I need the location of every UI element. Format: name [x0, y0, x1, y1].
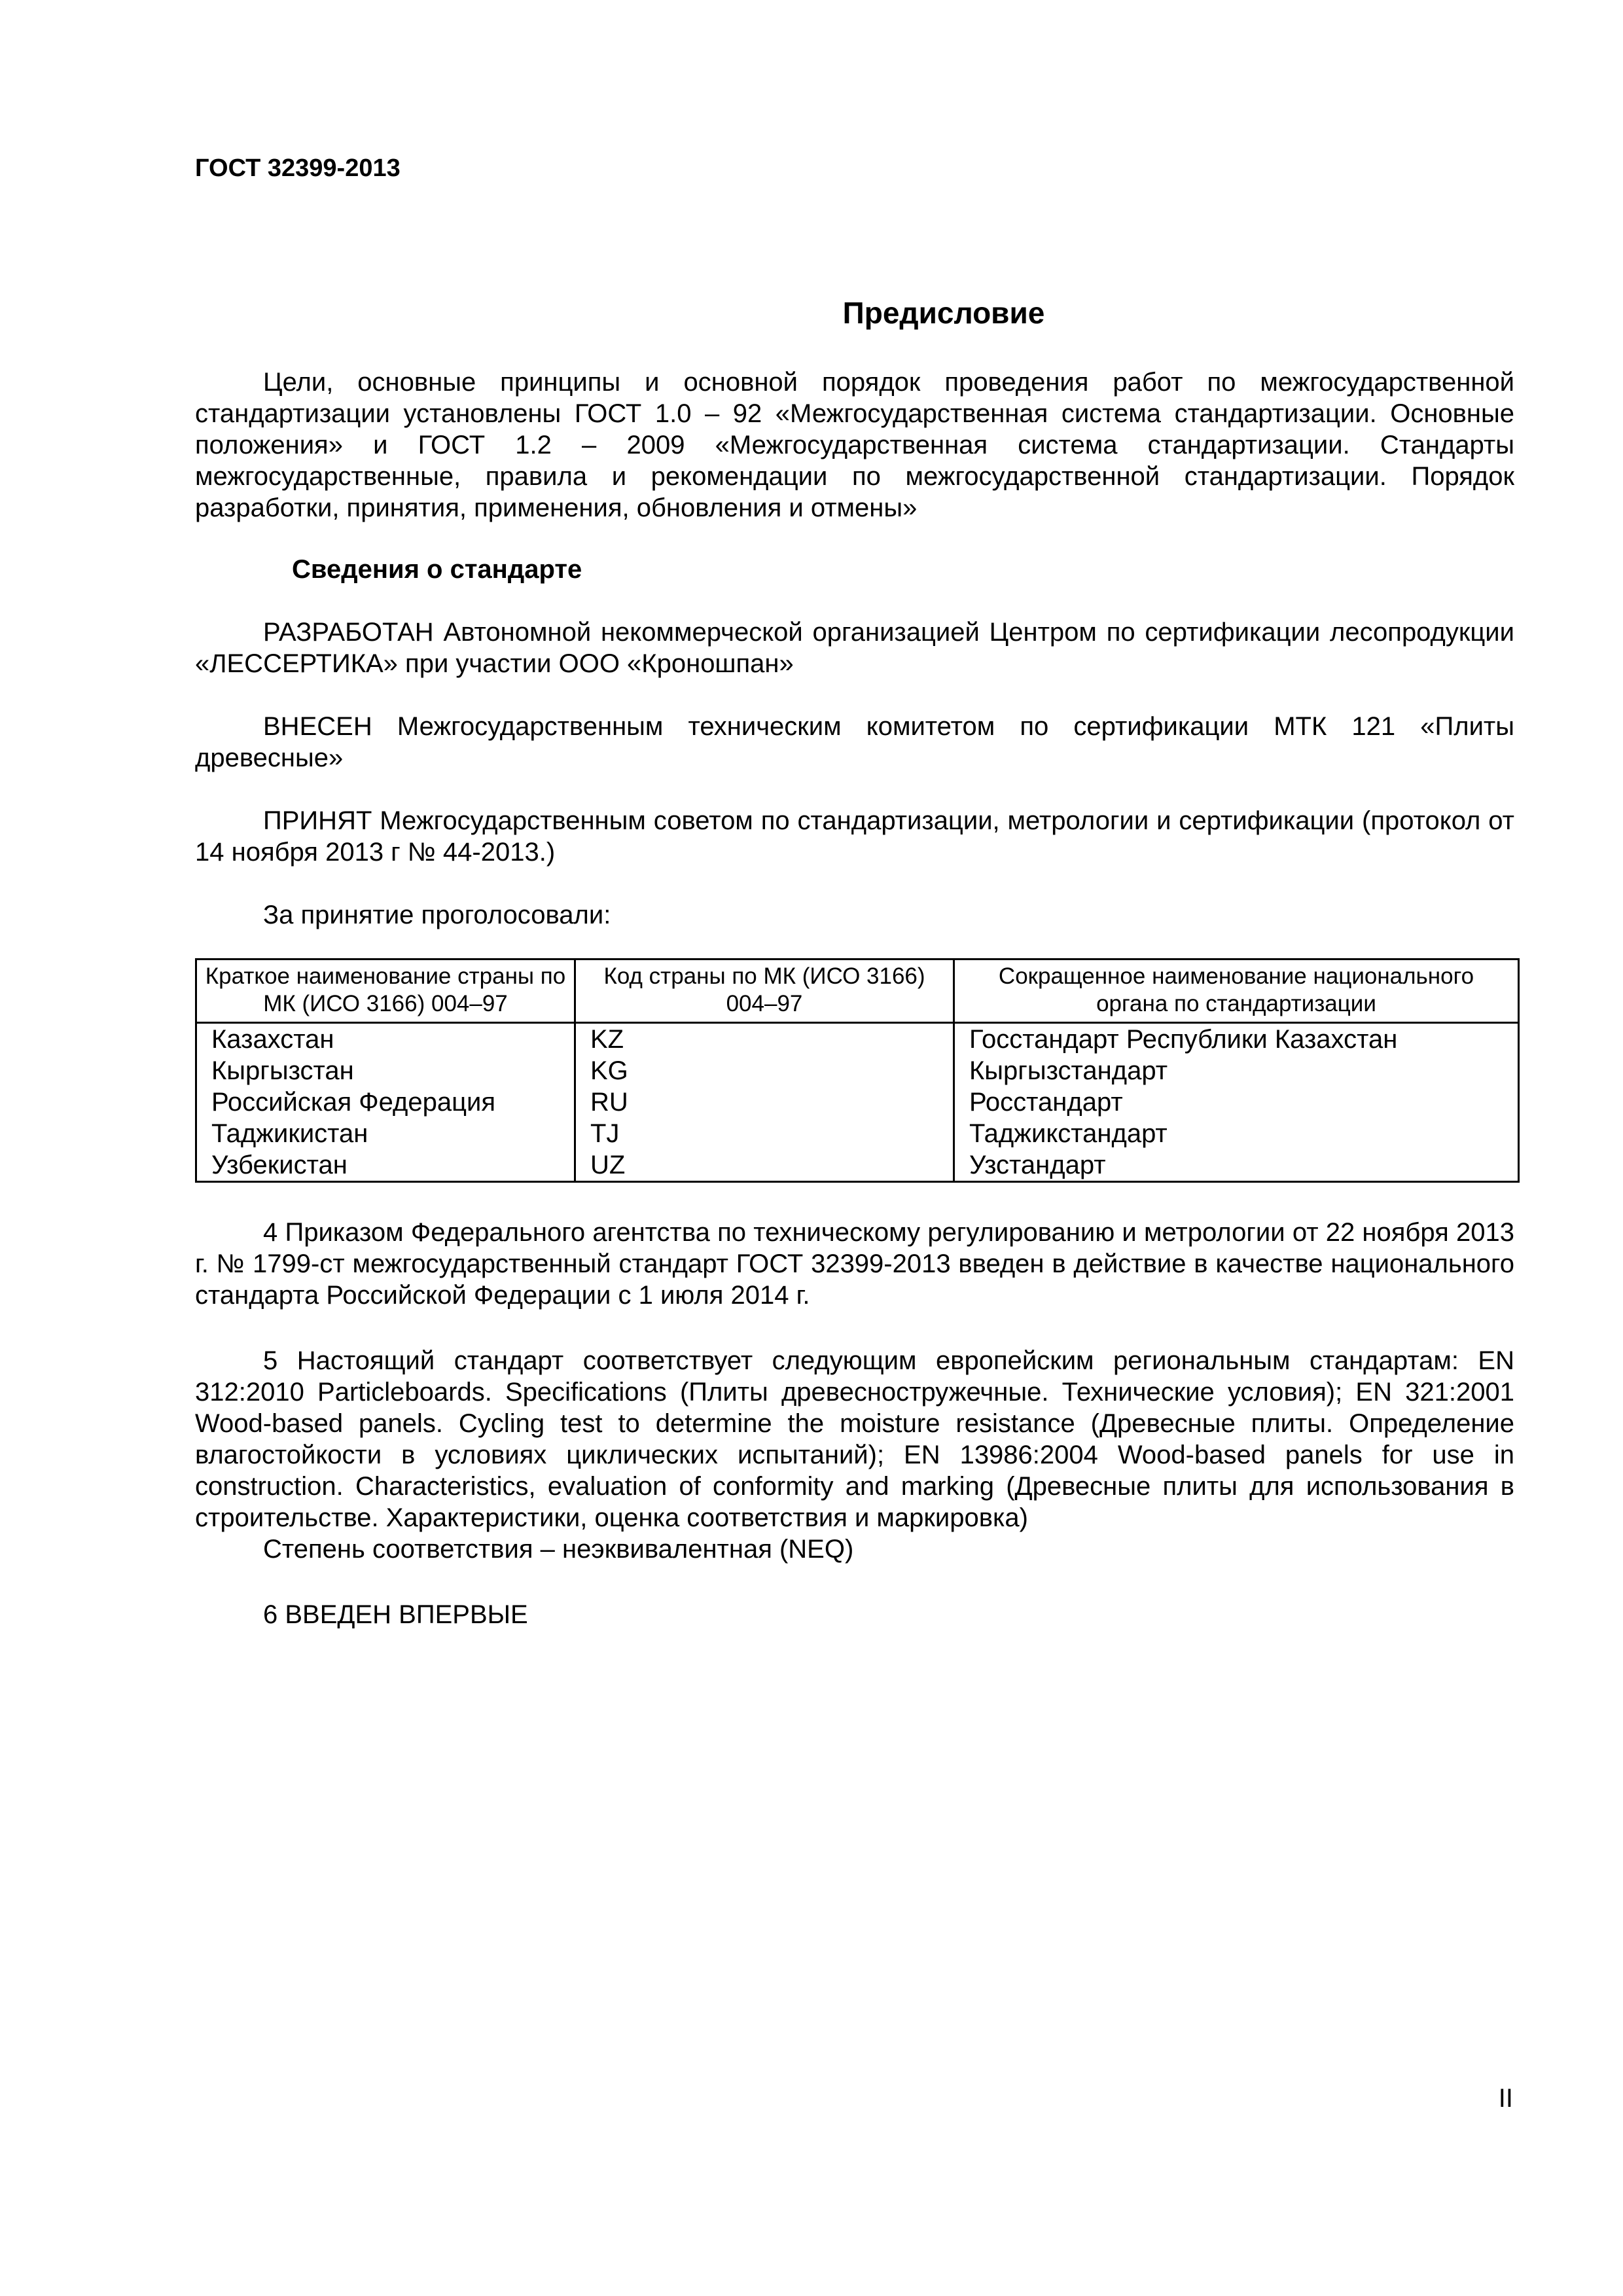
document-code: ГОСТ 32399-2013	[195, 154, 401, 182]
country-cell: Кыргызстан	[196, 1055, 575, 1086]
country-cell: Казахстан	[196, 1023, 575, 1056]
table-row	[196, 1023, 1519, 1056]
intro-paragraph: Цели, основные принципы и основной порядок проведения работ по межгосударственной стандартизации установлены ГОСТ 1.0 – 92 «Межгосударственная система стандартизации. Основные положения» и ГОСТ 1.2 – 2009 «Межгосударственная система стандартизации. Стандарты межгосударственные, правила и рекомендации по межгосударственной стандартизации. Порядок разработки, принятия, применения, обновления и отмены»	[195, 368, 1514, 522]
item-4-paragraph: 4 Приказом Федерального агентства по техническому регулированию и метрологии от 22 ноября 2013 г. № 1799-ст межгосударственный стандарт ГОСТ 32399-2013 введен в действие в качестве национального стандарта Российской Федерации с 1 июля 2014 г.	[195, 1218, 1514, 1310]
country-cell: Узбекистан	[196, 1149, 575, 1182]
body-cell: Росстандарт	[954, 1086, 1519, 1118]
developed-paragraph: РАЗРАБОТАН Автономной некоммерческой организацией Центром по сертификации лесопродукции «ЛЕССЕРТИКА» при участии ООО «Кроношпан»	[195, 618, 1514, 678]
submitted-paragraph: ВНЕСЕН Межгосударственным техническим комитетом по сертификации МТК 121 «Плиты древесные»	[195, 712, 1514, 772]
body-cell: Госстандарт Республики Казахстан	[954, 1023, 1519, 1056]
code-cell: TJ	[575, 1118, 954, 1149]
table-row	[196, 1055, 1519, 1086]
code-cell: UZ	[575, 1149, 954, 1182]
country-cell: Российская Федерация	[196, 1086, 575, 1118]
table-header-row	[196, 960, 1519, 1023]
adopted-paragraph: ПРИНЯТ Межгосударственным советом по стандартизации, метрологии и сертификации (протокол от 14 ноября 2013 г № 44-2013.)	[195, 806, 1514, 867]
table-row	[196, 1118, 1519, 1149]
code-cell: KZ	[575, 1023, 954, 1056]
item-5-paragraph: 5 Настоящий стандарт соответствует следующим европейским региональным стандартам: EN 312:2010 Particleboards. Specifications (Плиты древесностружечные. Технические условия); EN 321:2001 Wood-based panels. Cycling test to determine the moisture resistance (Древесные плиты. Определение влагостойкости в условиях циклических испытаний); EN 13986:2004 Wood-based panels for use in construction. Characteristics, evaluation of conformity and marking (Древесные плиты для использования в строительстве. Характеристики, оценка соответствия и маркировка)	[195, 1346, 1514, 1532]
table-row	[196, 1149, 1519, 1182]
page-title: Предисловие	[842, 296, 1045, 330]
table-header-body: Сокращенное наименование национального органа по стандартизации	[954, 960, 1519, 1023]
voted-paragraph: За принятие проголосовали:	[263, 901, 611, 929]
item-6-paragraph: 6 ВВЕДЕН ВПЕРВЫЕ	[263, 1600, 528, 1629]
table-header-code: Код страны по МК (ИСО 3166) 004–97	[575, 960, 954, 1023]
body-cell: Таджикстандарт	[954, 1118, 1519, 1149]
country-cell: Таджикистан	[196, 1118, 575, 1149]
preface-content	[195, 293, 1514, 1630]
section-subtitle: Сведения о стандарте	[292, 555, 582, 584]
table-header-country: Краткое наименование страны по МК (ИСО 3166) 004–97	[196, 960, 575, 1023]
page-number: II	[1498, 2084, 1513, 2113]
body-cell: Кыргызстандарт	[954, 1055, 1519, 1086]
conformity-paragraph: Степень соответствия – неэквивалентная (NEQ)	[263, 1535, 854, 1564]
voting-table	[195, 958, 1520, 1183]
table-row	[196, 1086, 1519, 1118]
body-cell: Узстандарт	[954, 1149, 1519, 1182]
code-cell: KG	[575, 1055, 954, 1086]
code-cell: RU	[575, 1086, 954, 1118]
